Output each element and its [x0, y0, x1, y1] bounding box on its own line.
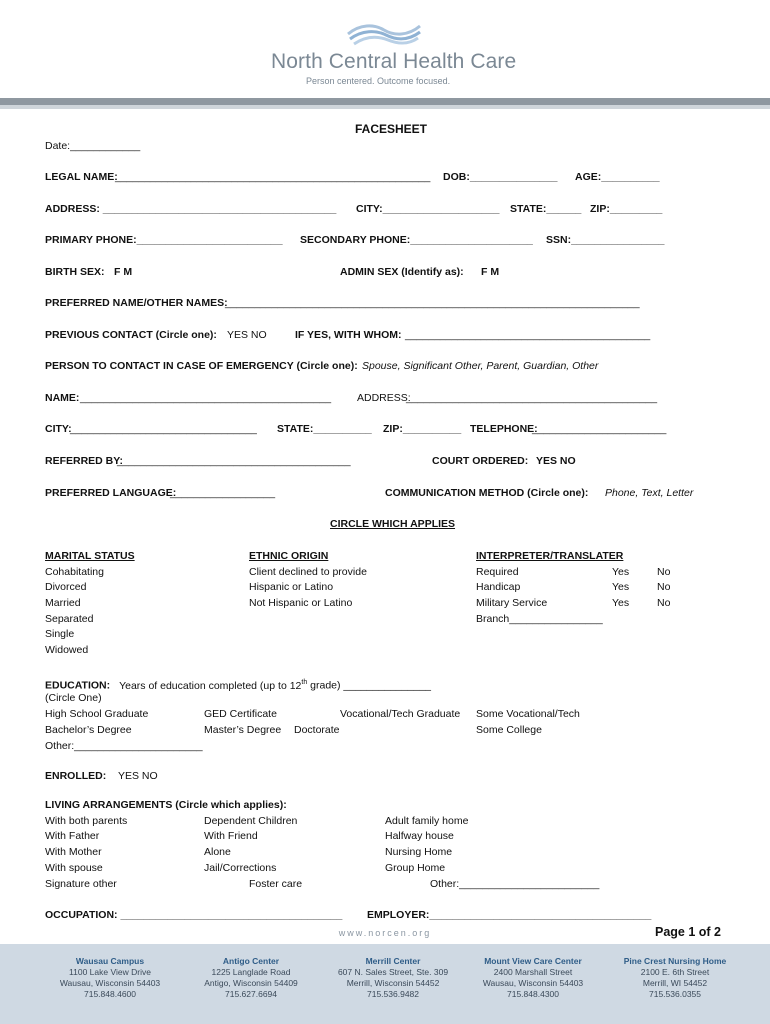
legal-name-label: LEGAL NAME: — [45, 171, 118, 183]
interpreter-yes-option[interactable]: Yes — [612, 566, 630, 578]
location-name: Wausau Campus — [75, 956, 145, 966]
contact-telephone-label: TELEPHONE: — [470, 423, 538, 435]
education-option[interactable]: Vocational/Tech Graduate — [340, 708, 461, 720]
employer-field[interactable]: EMPLOYER:______________________________________ — [367, 909, 652, 921]
if-yes-label: IF YES, WITH WHOM: — [295, 329, 402, 341]
preferred-language-field[interactable]: __________________ — [170, 487, 276, 499]
contact-state-field[interactable]: STATE:__________ — [277, 423, 372, 435]
location-antigo — [186, 956, 316, 1000]
location-name: Pine Crest Nursing Home — [623, 956, 727, 966]
if-yes-field[interactable]: __________________________________________ — [405, 329, 651, 341]
education-option[interactable]: GED Certificate — [204, 708, 277, 720]
address-field[interactable]: ADDRESS: ________________________________________ — [45, 203, 337, 215]
emergency-contact-label: PERSON TO CONTACT IN CASE OF EMERGENCY (Circle one): — [45, 360, 358, 372]
living-option[interactable]: Foster care — [249, 878, 303, 890]
education-label: EDUCATION: — [45, 679, 111, 692]
location-name: Antigo Center — [222, 956, 280, 966]
interpreter-heading: INTERPRETER/TRANSLATER — [476, 550, 624, 562]
military-no-option[interactable]: No — [657, 597, 671, 609]
header-logo — [0, 16, 770, 96]
page-title: FACESHEET — [355, 122, 428, 136]
marital-option[interactable]: Divorced — [45, 581, 87, 593]
location-phone: 715.848.4600 — [84, 989, 136, 999]
education-option[interactable]: Some Vocational/Tech — [476, 708, 580, 720]
location-merrill — [328, 956, 458, 1000]
education-circle-one: (Circle One) — [45, 692, 102, 704]
city-field[interactable]: CITY:____________________ — [356, 203, 500, 215]
location-phone: 715.536.0355 — [649, 989, 701, 999]
contact-address-label: ADDRESS: — [357, 392, 411, 404]
referred-by-field[interactable]: ________________________________________ — [117, 455, 351, 467]
living-option[interactable]: Group Home — [385, 862, 446, 874]
zip-field[interactable]: ZIP:_________ — [590, 203, 663, 215]
admin-sex-options[interactable]: F M — [481, 266, 500, 278]
preferred-name-label: PREFERRED NAME/OTHER NAMES: — [45, 297, 228, 309]
living-option[interactable]: Signature other — [45, 878, 117, 890]
living-option[interactable]: Dependent Children — [204, 815, 298, 827]
contact-name-field[interactable]: ___________________________________________ — [80, 392, 332, 404]
marital-option[interactable]: Single — [45, 628, 75, 640]
org-tagline: Person centered. Outcome focused. — [306, 76, 451, 86]
location-name: Mount View Care Center — [484, 956, 582, 966]
footer-locations — [0, 944, 770, 1024]
living-option[interactable]: With Father — [45, 830, 100, 842]
occupation-field[interactable]: OCCUPATION: ______________________________________ — [45, 909, 343, 921]
education-other-field[interactable]: Other:______________________ — [45, 740, 203, 752]
education-text: Years of education completed (up to 12 — [119, 679, 302, 692]
marital-option[interactable]: Separated — [45, 613, 94, 625]
location-line: 2100 E. 6th Street — [640, 967, 710, 977]
preferred-language-label: PREFERRED LANGUAGE: — [45, 487, 177, 499]
location-phone: 715.627.6694 — [225, 989, 277, 999]
living-other-field[interactable]: Other:________________________ — [430, 878, 600, 890]
living-arrangements-label: LIVING ARRANGEMENTS (Circle which applies): — [45, 799, 287, 811]
education-option[interactable]: Some College — [476, 724, 542, 736]
living-option[interactable]: Jail/Corrections — [204, 862, 277, 874]
previous-contact-options[interactable]: YES NO — [227, 329, 267, 341]
enrolled-label: ENROLLED: — [45, 770, 107, 782]
ethnic-option[interactable]: Client declined to provide — [249, 566, 367, 578]
living-option[interactable]: Halfway house — [385, 830, 454, 842]
state-field[interactable]: STATE:______ — [510, 203, 582, 215]
education-option[interactable]: Master’s Degree — [204, 724, 282, 736]
marital-option[interactable]: Cohabitating — [45, 566, 104, 578]
location-line: Antigo, Wisconsin 54409 — [204, 978, 298, 988]
military-row-label: Military Service — [476, 597, 548, 609]
org-name: North Central Health Care — [271, 50, 517, 73]
location-line: Merrill, WI 54452 — [642, 978, 708, 988]
education-option[interactable]: Bachelor’s Degree — [45, 724, 132, 736]
education-line — [45, 676, 431, 693]
page-number: Page 1 of 2 — [655, 925, 721, 939]
birth-sex-options[interactable]: F M — [114, 266, 133, 278]
location-wausau-campus — [45, 956, 175, 1000]
court-ordered-label: COURT ORDERED: — [432, 455, 529, 467]
interpreter-no-option[interactable]: No — [657, 566, 671, 578]
location-phone: 715.536.9482 — [367, 989, 419, 999]
location-line: 1100 Lake View Drive — [69, 967, 151, 977]
location-line: 2400 Marshall Street — [493, 967, 573, 977]
primary-phone-field[interactable]: PRIMARY PHONE:_________________________ — [45, 234, 283, 246]
contact-address-field[interactable]: ___________________________________________ — [406, 392, 658, 404]
education-option[interactable]: High School Graduate — [45, 708, 149, 720]
contact-city-label: CITY: — [45, 423, 72, 435]
emergency-contact-options[interactable]: Spouse, Significant Other, Parent, Guardian, Other — [362, 360, 599, 372]
ethnic-origin-heading: ETHNIC ORIGIN — [249, 550, 329, 562]
communication-method-options[interactable]: Phone, Text, Letter — [605, 487, 694, 499]
handicap-row-label: Handicap — [476, 581, 521, 593]
contact-name-label: NAME: — [45, 392, 80, 404]
education-years-field[interactable]: grade) _______________ — [307, 679, 432, 692]
location-mount-view — [468, 956, 598, 1000]
location-phone: 715.848.4300 — [507, 989, 559, 999]
handicap-no-option[interactable]: No — [657, 581, 671, 593]
referred-by-label: REFERRED BY: — [45, 455, 123, 467]
branch-field[interactable]: Branch________________ — [476, 613, 603, 625]
communication-method-label: COMMUNICATION METHOD (Circle one): — [385, 487, 589, 499]
marital-option[interactable]: Married — [45, 597, 81, 609]
marital-status-heading: MARITAL STATUS — [45, 550, 135, 562]
birth-sex-label: BIRTH SEX: — [45, 266, 105, 278]
education-sup: th — [301, 679, 308, 686]
wave-logo-icon — [346, 20, 422, 50]
court-ordered-options[interactable]: YES NO — [536, 455, 576, 467]
interpreter-row-label: Required — [476, 566, 519, 578]
living-option[interactable]: With Friend — [204, 830, 258, 842]
living-option[interactable]: With both parents — [45, 815, 128, 827]
secondary-phone-field[interactable]: SECONDARY PHONE:_____________________ — [300, 234, 533, 246]
preferred-name-field[interactable]: _______________________________________________________________________ — [225, 297, 640, 309]
military-yes-option[interactable]: Yes — [612, 597, 630, 609]
location-line: Wausau, Wisconsin 54403 — [482, 978, 584, 988]
handicap-yes-option[interactable]: Yes — [612, 581, 630, 593]
living-option[interactable]: Adult family home — [385, 815, 469, 827]
marital-option[interactable]: Widowed — [45, 644, 89, 656]
ethnic-option[interactable]: Hispanic or Latino — [249, 581, 334, 593]
living-option[interactable]: With spouse — [45, 862, 103, 874]
location-line: Wausau, Wisconsin 54403 — [59, 978, 161, 988]
dob-field[interactable]: DOB:_______________ — [443, 171, 558, 183]
living-option[interactable]: With Mother — [45, 846, 102, 858]
living-option[interactable]: Nursing Home — [385, 846, 453, 858]
enrolled-options[interactable]: YES NO — [118, 770, 158, 782]
location-line: 1225 Langlade Road — [211, 967, 291, 977]
age-field[interactable]: AGE:__________ — [575, 171, 660, 183]
ssn-field[interactable]: SSN:________________ — [546, 234, 665, 246]
location-line: Merrill, Wisconsin 54452 — [346, 978, 440, 988]
location-pine-crest — [610, 956, 740, 1000]
contact-zip-field[interactable]: ZIP:__________ — [383, 423, 462, 435]
living-option[interactable]: Alone — [204, 846, 231, 858]
previous-contact-label: PREVIOUS CONTACT (Circle one): — [45, 329, 217, 341]
date-field[interactable]: Date:____________ — [45, 140, 141, 152]
education-option[interactable]: Doctorate — [294, 724, 340, 736]
admin-sex-label: ADMIN SEX (Identify as): — [340, 266, 464, 278]
contact-telephone-field[interactable]: _______________________ — [532, 423, 667, 435]
location-name: Merrill Center — [365, 956, 421, 966]
contact-city-field[interactable]: ________________________________ — [70, 423, 257, 435]
legal-name-field[interactable]: ______________________________________________________ — [115, 171, 431, 183]
location-line: 607 N. Sales Street, Ste. 309 — [337, 967, 449, 977]
footer-url: www.norcen.org — [338, 928, 432, 938]
header-divider — [0, 98, 770, 109]
ethnic-option[interactable]: Not Hispanic or Latino — [249, 597, 353, 609]
circle-which-applies-heading: CIRCLE WHICH APPLIES — [330, 518, 456, 530]
